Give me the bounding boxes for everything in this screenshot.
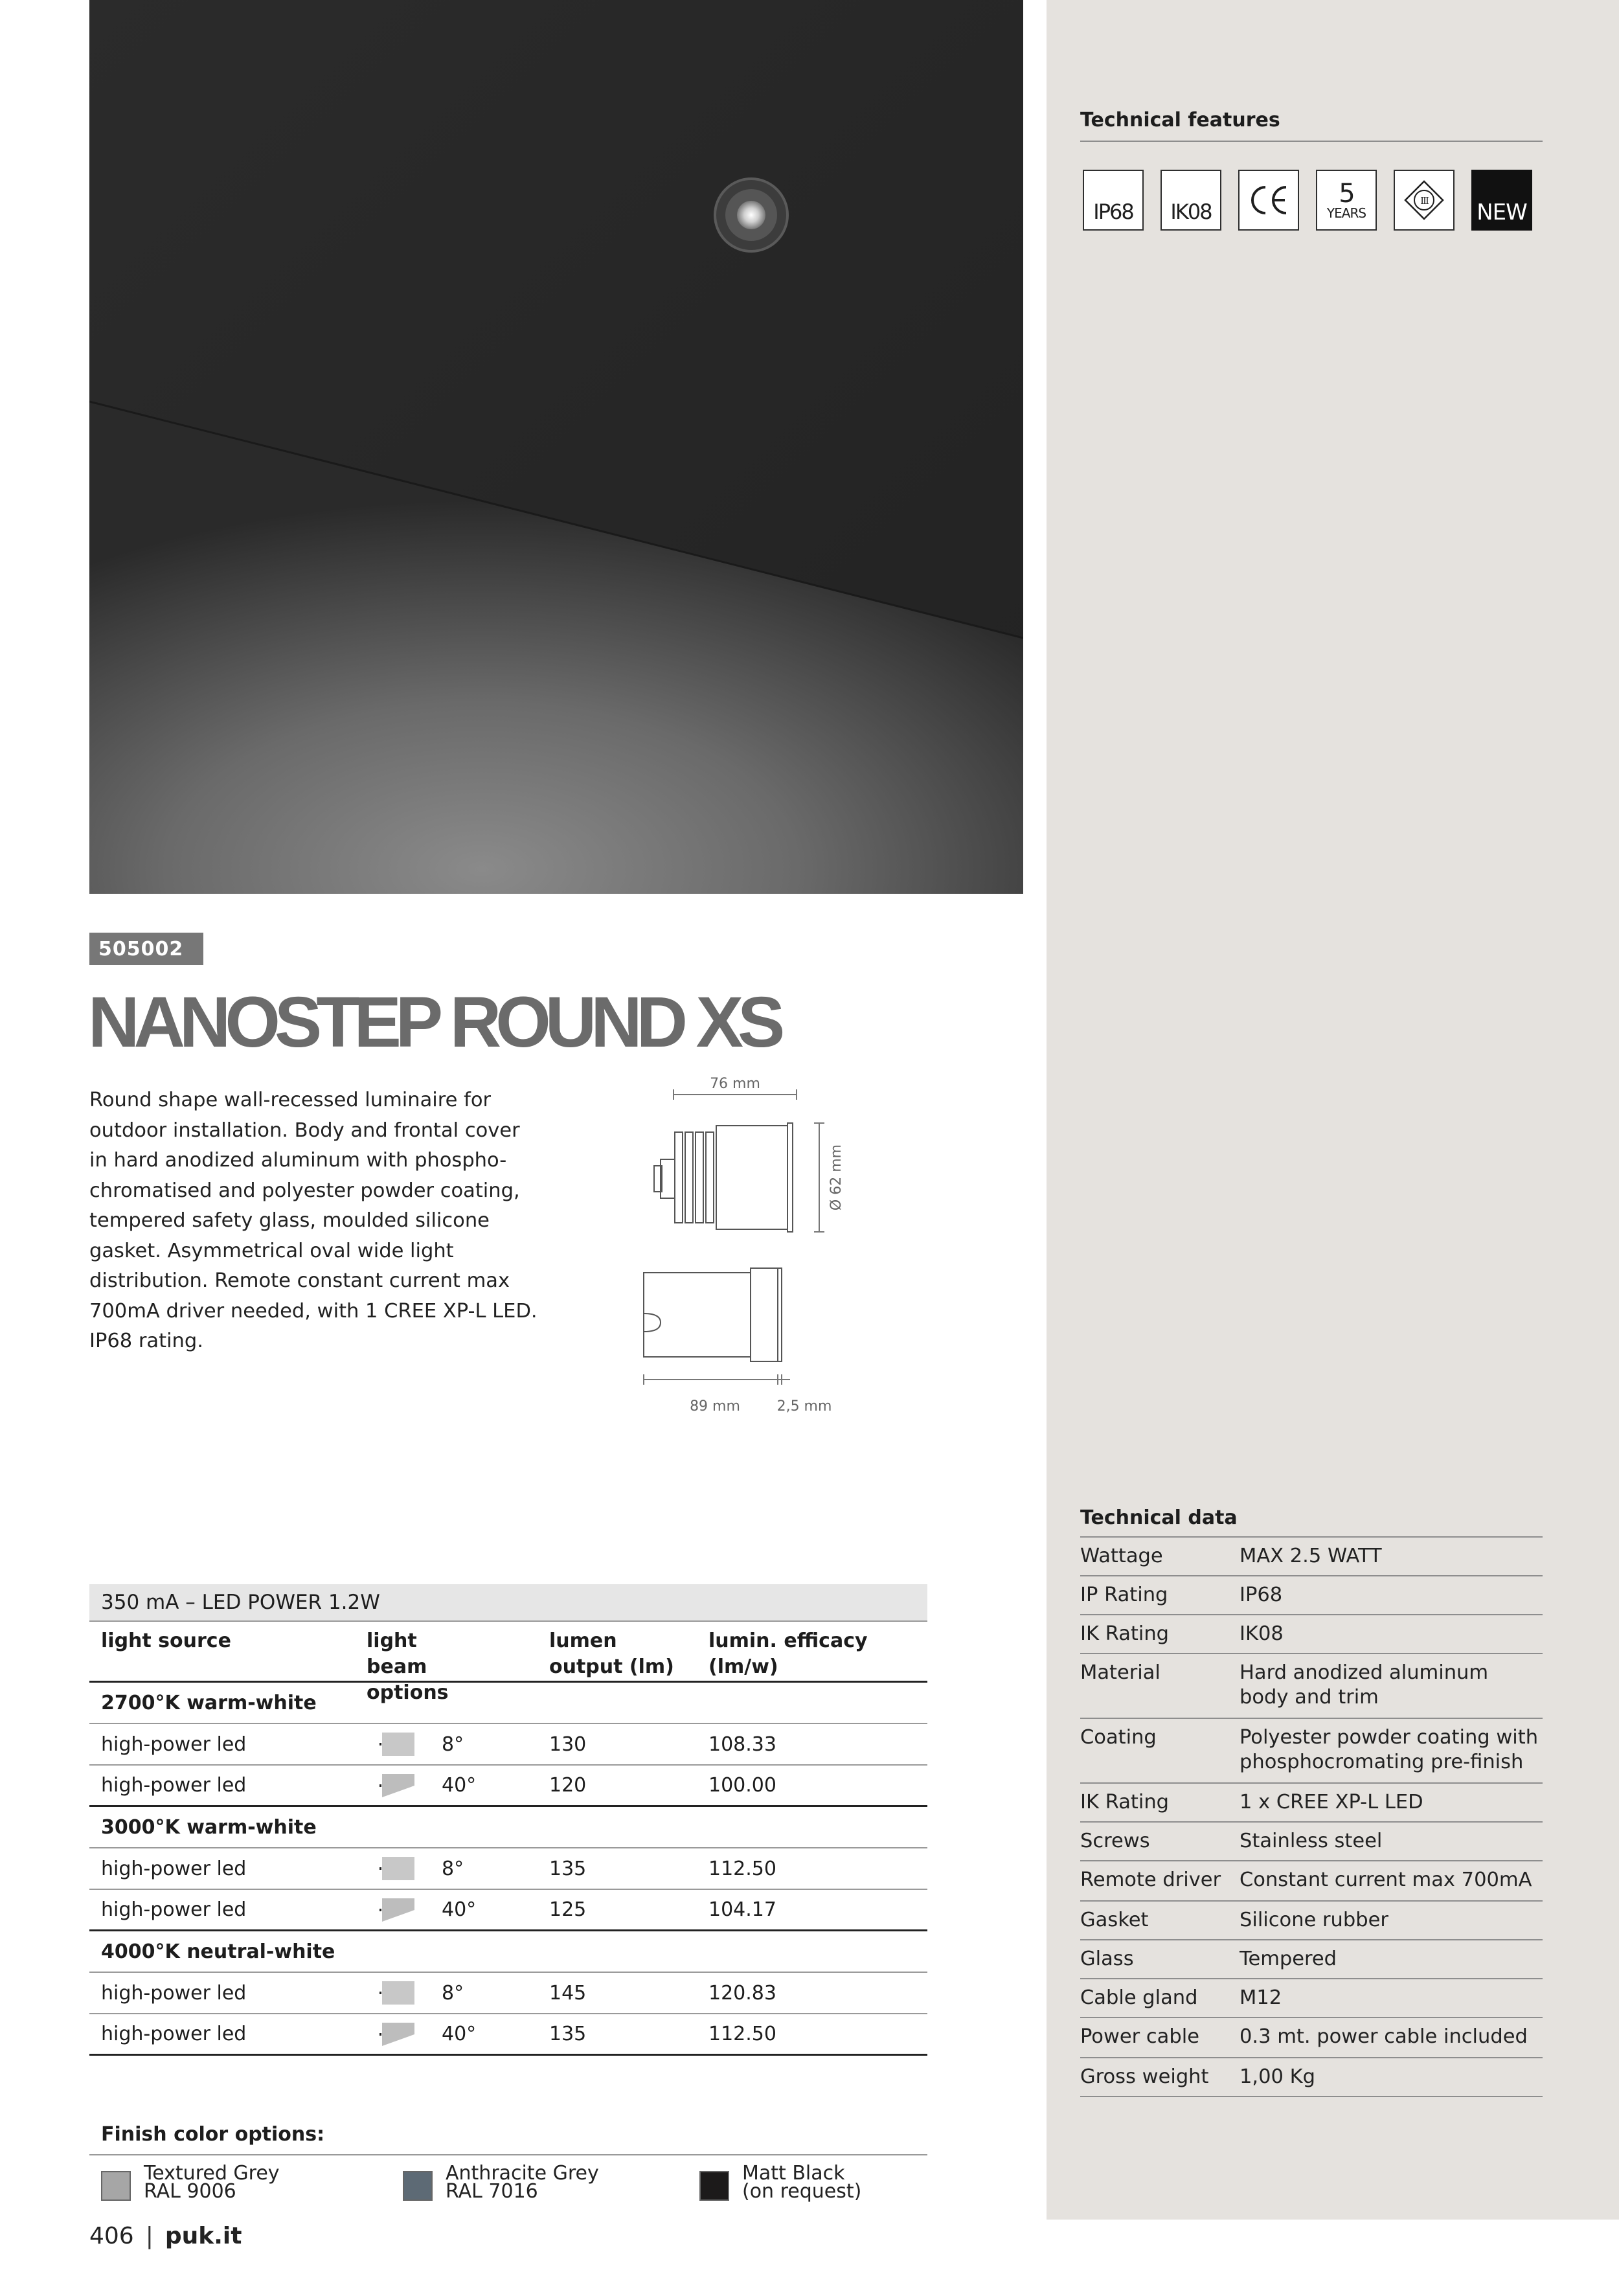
- cell-source: high-power led: [101, 1733, 247, 1756]
- table-row: [89, 1724, 927, 1766]
- cell-lumen: 145: [549, 1981, 587, 2005]
- new-product-badge: NEW: [1471, 170, 1532, 231]
- class-iii-icon: [1394, 170, 1455, 231]
- cell-source: high-power led: [101, 1774, 247, 1797]
- diameter-dimension-label: Ø 62 mm: [828, 1144, 844, 1211]
- cell-source: high-power led: [101, 2023, 247, 2045]
- cell-lumen: 135: [549, 1857, 587, 1880]
- swatch-matt-black: [699, 2171, 729, 2201]
- header-efficacy: lumin. efficacy (lm/w): [708, 1630, 868, 1678]
- product-description: Round shape wall-recessed luminaire for outdoor installation. Body and frontal cover in hard anodized aluminum with phospho-chromatised and polyester powder coating, tempered safety glass, moulded silicone gasket. Asymmetrical oval wide light distribution. Remote constant current max 700mA driver needed, with 1 CREE XP-L LED. IP68 rating.: [89, 1089, 538, 1352]
- cell-lumen: 135: [549, 2023, 587, 2045]
- technical-features-rule: [1080, 141, 1543, 142]
- table-row: Gross weight 1,00 Kg: [1080, 2058, 1543, 2097]
- cell-source: high-power led: [101, 1981, 247, 2005]
- cell-beam: 8°: [367, 1730, 549, 1758]
- led-specs-table: [89, 1584, 927, 2056]
- cell-efficacy: 108.33: [708, 1733, 776, 1756]
- group-2700k: 2700°K warm-white: [89, 1683, 927, 1724]
- table-row: Remote driver Constant current max 700mA: [1080, 1861, 1543, 1902]
- cell-beam: 8°: [367, 1979, 549, 2007]
- site-link[interactable]: puk.it: [164, 2223, 242, 2249]
- table-row: [89, 1848, 927, 1890]
- table-row: IK Rating 1 x CREE XP-L LED: [1080, 1784, 1543, 1823]
- table-row: IK Rating IK08: [1080, 1615, 1543, 1654]
- ip68-badge-icon: IP68: [1083, 170, 1144, 231]
- header-lumen-output: lumen output (lm): [549, 1630, 674, 1678]
- table-row: [89, 1890, 927, 1931]
- cell-beam: 40°: [367, 2020, 549, 2049]
- wide-beam-icon: [379, 2020, 417, 2049]
- led-power-heading: 350 mA – LED POWER 1.2W: [89, 1584, 927, 1622]
- cell-efficacy: 120.83: [708, 1981, 776, 2005]
- technical-drawing: [635, 1075, 855, 1425]
- table-row: [89, 1973, 927, 2014]
- depth-dimension-label: 89 mm: [690, 1398, 740, 1415]
- finish-option-label: Anthracite Grey RAL 7016: [446, 2162, 599, 2203]
- table-row: IP Rating IP68: [1080, 1576, 1543, 1615]
- group-4000k: 4000°K neutral-white: [89, 1931, 927, 1973]
- finish-option-label: Matt Black (on request): [742, 2162, 862, 2203]
- table-row: Screws Stainless steel: [1080, 1823, 1543, 1861]
- technical-features-title: Technical features: [1080, 109, 1280, 131]
- swatch-textured-grey: [101, 2171, 131, 2201]
- cell-efficacy: 112.50: [708, 2023, 776, 2045]
- cell-source: high-power led: [101, 1857, 247, 1880]
- cell-efficacy: 100.00: [708, 1774, 776, 1797]
- cell-beam: 8°: [367, 1854, 549, 1883]
- ce-mark-glyph: [1246, 182, 1291, 218]
- cell-beam: 40°: [367, 1771, 549, 1800]
- narrow-beam-icon: [379, 1730, 417, 1758]
- table-row: [89, 1766, 927, 1807]
- finish-options-title: Finish color options:: [101, 2123, 325, 2146]
- table-row: Glass Tempered: [1080, 1940, 1543, 1979]
- swatch-anthracite-grey: [403, 2171, 433, 2201]
- table-row: Power cable 0.3 mt. power cable included: [1080, 2018, 1543, 2058]
- cell-source: high-power led: [101, 1898, 247, 1921]
- cell-efficacy: 112.50: [708, 1857, 776, 1880]
- table-row: Gasket Silicone rubber: [1080, 1902, 1543, 1940]
- finish-option-label: Textured Grey RAL 9006: [144, 2162, 280, 2203]
- technical-data-table: [1080, 1538, 1543, 2097]
- group-3000k: 3000°K warm-white: [89, 1807, 927, 1848]
- cell-lumen: 130: [549, 1733, 587, 1756]
- cell-lumen: 125: [549, 1898, 587, 1921]
- wide-beam-icon: [379, 1896, 417, 1924]
- ik08-badge-icon: IK08: [1160, 170, 1221, 231]
- certification-badges: [1083, 170, 1543, 234]
- cell-lumen: 120: [549, 1774, 587, 1797]
- flange-dimension-label: 2,5 mm: [776, 1398, 832, 1415]
- page-number: 406: [89, 2223, 134, 2249]
- product-photo: [89, 0, 1023, 894]
- header-light-source: light source: [101, 1630, 231, 1652]
- ce-mark-icon: [1238, 170, 1299, 231]
- width-dimension-label: 76 mm: [710, 1076, 760, 1092]
- table-row: [89, 2014, 927, 2056]
- cell-efficacy: 104.17: [708, 1898, 776, 1921]
- product-code: 505002: [89, 933, 203, 965]
- technical-data-title: Technical data: [1080, 1506, 1238, 1529]
- svg-text:III: III: [1420, 195, 1428, 207]
- narrow-beam-icon: [379, 1979, 417, 2007]
- finish-rule: [89, 2154, 927, 2155]
- header-light-beam: light beam options: [367, 1630, 449, 1704]
- table-row: Cable gland M12: [1080, 1979, 1543, 2018]
- page-footer: 406 | puk.it: [89, 2223, 242, 2249]
- table-row: Material Hard anodized aluminum body and trim: [1080, 1654, 1543, 1719]
- cell-beam: 40°: [367, 1896, 549, 1924]
- table-row: Wattage MAX 2.5 WATT: [1080, 1538, 1543, 1576]
- narrow-beam-icon: [379, 1854, 417, 1883]
- wide-beam-icon: [379, 1771, 417, 1800]
- product-title: NANOSTEP ROUND XS: [88, 983, 780, 1062]
- table-row: Coating Polyester powder coating with phosphocromating pre-finish: [1080, 1719, 1543, 1784]
- warranty-5-years-icon: 5 YEARS: [1316, 170, 1377, 231]
